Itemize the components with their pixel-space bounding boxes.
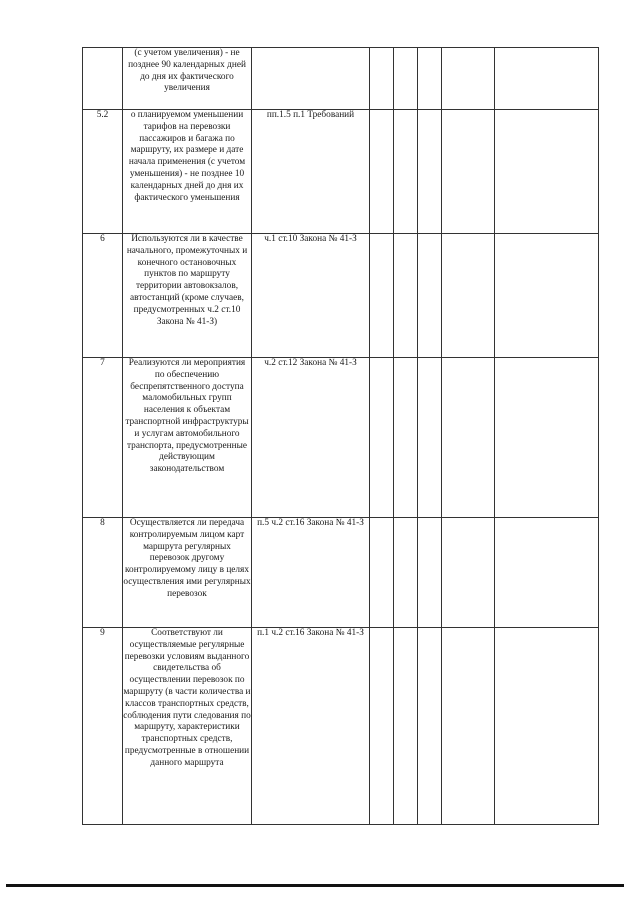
answer-cell	[394, 358, 418, 518]
row-question: Соответствуют ли осуществляемые регулярные перевозки условиям выданного свидетельства об осуществлении перевозок по маршруту (в части количества и классов транспортных средств, соблюдения пути следования по маршруту, характеристики транспортных средств, предусмотренные в отношении данного маршрута	[123, 628, 252, 825]
table-row	[83, 358, 599, 518]
answer-cell	[442, 518, 495, 628]
answer-cell	[418, 48, 442, 110]
note-cell	[495, 48, 599, 110]
note-cell	[495, 358, 599, 518]
answer-cell	[442, 234, 495, 358]
row-number: 5.2	[83, 110, 123, 234]
row-question: Осуществляется ли передача контролируемым лицом карт маршрута регулярных перевозок другому контролируемому лицу в целях осуществления ими регулярных перевозок	[123, 518, 252, 628]
note-cell	[495, 518, 599, 628]
row-question: о планируемом уменьшении тарифов на перевозки пассажиров и багажа по маршруту, их размере и дате начала применения (с учетом уменьшения) - не позднее 10 календарных дней до дня их фактического уменьшения	[123, 110, 252, 234]
row-question: Реализуются ли мероприятия по обеспечению беспрепятственного доступа маломобильных групп населения к объектам транспортной инфраструктуры и услугам автомобильного транспорта, предусмотренные действующим законодательством	[123, 358, 252, 518]
answer-cell	[442, 48, 495, 110]
note-cell	[495, 628, 599, 825]
row-number	[83, 48, 123, 110]
note-cell	[495, 234, 599, 358]
row-reference: ч.1 ст.10 Закона № 41-З	[252, 234, 370, 358]
bottom-rule	[6, 884, 624, 887]
answer-cell	[370, 628, 394, 825]
note-cell	[495, 110, 599, 234]
checklist-table	[82, 47, 599, 825]
row-question: Используются ли в качестве начального, промежуточных и конечного остановочных пунктов по маршруту территории автовокзалов, автостанций (кроме случаев, предусмотренных ч.2 ст.10 Закона № 41-З)	[123, 234, 252, 358]
row-question: (с учетом увеличения) - не позднее 90 календарных дней до дня их фактического увеличения	[123, 48, 252, 110]
row-number: 8	[83, 518, 123, 628]
answer-cell	[370, 358, 394, 518]
row-reference: ч.2 ст.12 Закона № 41-З	[252, 358, 370, 518]
answer-cell	[394, 234, 418, 358]
row-number: 9	[83, 628, 123, 825]
answer-cell	[442, 110, 495, 234]
answer-cell	[418, 234, 442, 358]
answer-cell	[394, 48, 418, 110]
answer-cell	[418, 110, 442, 234]
answer-cell	[370, 234, 394, 358]
answer-cell	[394, 518, 418, 628]
row-number: 7	[83, 358, 123, 518]
row-reference: пп.1.5 п.1 Требований	[252, 110, 370, 234]
answer-cell	[418, 358, 442, 518]
table-row	[83, 518, 599, 628]
answer-cell	[394, 628, 418, 825]
row-number: 6	[83, 234, 123, 358]
row-reference: п.1 ч.2 ст.16 Закона № 41-З	[252, 628, 370, 825]
row-reference: п.5 ч.2 ст.16 Закона № 41-З	[252, 518, 370, 628]
table-row	[83, 110, 599, 234]
row-reference	[252, 48, 370, 110]
answer-cell	[370, 518, 394, 628]
answer-cell	[370, 110, 394, 234]
table-row	[83, 48, 599, 110]
answer-cell	[418, 628, 442, 825]
answer-cell	[442, 628, 495, 825]
answer-cell	[370, 48, 394, 110]
table-row	[83, 234, 599, 358]
answer-cell	[442, 358, 495, 518]
answer-cell	[394, 110, 418, 234]
answer-cell	[418, 518, 442, 628]
table-row	[83, 628, 599, 825]
